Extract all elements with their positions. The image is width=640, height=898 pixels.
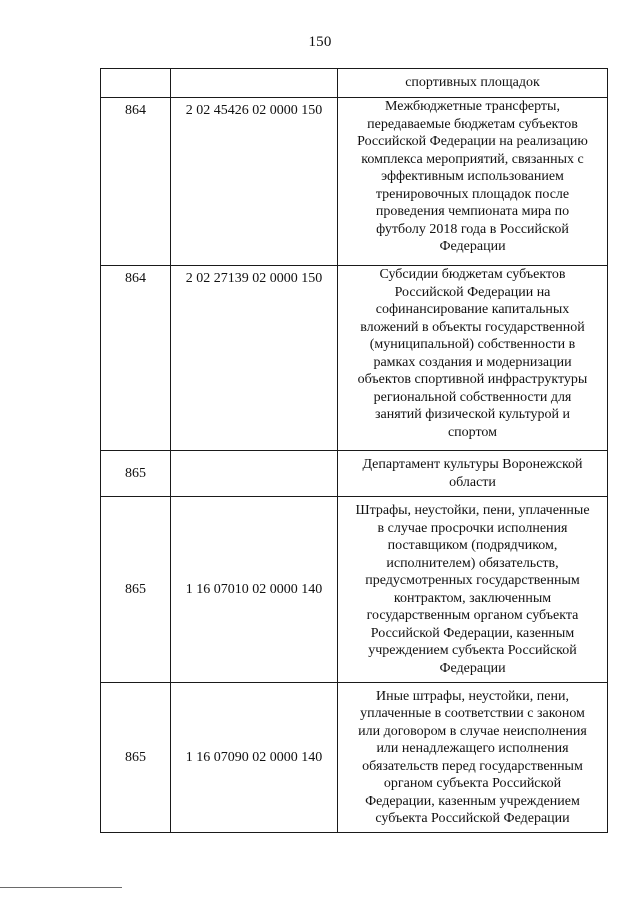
revenue-code-cell bbox=[171, 69, 338, 98]
admin-code-cell: 865 bbox=[101, 451, 171, 497]
table-row bbox=[101, 497, 608, 683]
admin-code-cell: 865 bbox=[101, 497, 171, 683]
description-line: или договором в случае неисполнения bbox=[358, 723, 587, 739]
description-line: Федерации, казенным учреждением bbox=[365, 793, 580, 809]
description-line: объектов спортивной инфраструктуры bbox=[357, 372, 588, 387]
description-line: учреждением субъекта Российской bbox=[368, 643, 577, 658]
admin-code-cell: 864 bbox=[101, 98, 171, 266]
revenue-codes-table bbox=[100, 68, 608, 833]
description-line: передаваемые бюджетам субъектов bbox=[367, 116, 578, 132]
description-line: занятий физической культурой и bbox=[374, 407, 570, 422]
description-line: субъекта Российской Федерации bbox=[375, 811, 570, 826]
revenue-code-cell: 1 16 07010 02 0000 140 bbox=[171, 497, 338, 683]
description-line: в случае просрочки исполнения bbox=[377, 520, 568, 536]
description-line: уплаченные в соответствии с законом bbox=[360, 706, 585, 721]
table-row bbox=[101, 683, 608, 833]
description-line: эффективным использованием bbox=[381, 169, 564, 184]
description-line: Штрафы, неустойки, пени, уплаченные bbox=[355, 503, 590, 518]
description-line: обязательств перед государственным bbox=[362, 758, 583, 774]
table-row bbox=[101, 266, 608, 451]
description-line: исполнителем) обязательств, bbox=[386, 555, 559, 571]
description-cell bbox=[338, 98, 608, 266]
revenue-code-cell bbox=[171, 451, 338, 497]
footnote-separator bbox=[0, 887, 122, 888]
description-line: вложений в объекты государственной bbox=[360, 319, 585, 335]
description-line: Российской Федерации на реализацию bbox=[357, 134, 588, 149]
description-line: Межбюджетные трансферты, bbox=[385, 99, 560, 114]
description-line: органом субъекта Российской bbox=[383, 776, 562, 791]
description-line: (муниципальной) собственности в bbox=[369, 337, 576, 352]
description-line: Российской Федерации, казенным bbox=[370, 625, 575, 641]
description-line: проведения чемпионата мира по bbox=[375, 204, 570, 219]
revenue-code-cell: 1 16 07090 02 0000 140 bbox=[171, 683, 338, 833]
description-line: комплекса мероприятий, связанных с bbox=[361, 151, 584, 167]
table-row bbox=[101, 98, 608, 266]
description-line: Департамент культуры Воронежской bbox=[362, 457, 583, 472]
admin-code-cell: 864 bbox=[101, 266, 171, 451]
description-line: контрактом, заключенным bbox=[393, 590, 552, 606]
description-line: спортивных площадок bbox=[405, 75, 540, 91]
revenue-code-cell: 2 02 27139 02 0000 150 bbox=[171, 266, 338, 451]
description-line: спортом bbox=[447, 424, 498, 440]
table-row bbox=[101, 451, 608, 497]
description-line: Федерации bbox=[439, 239, 506, 254]
description-line: рамках создания и модернизации bbox=[373, 354, 572, 370]
admin-code-cell bbox=[101, 69, 171, 98]
description-line: футболу 2018 года в Российской bbox=[376, 221, 569, 237]
description-cell bbox=[338, 497, 608, 683]
description-line: или ненадлежащего исполнения bbox=[376, 741, 569, 756]
description-line: предусмотренных государственным bbox=[365, 573, 580, 588]
description-cell bbox=[338, 69, 608, 98]
admin-code-cell: 865 bbox=[101, 683, 171, 833]
description-line: Субсидии бюджетам субъектов bbox=[379, 267, 566, 282]
description-line: региональной собственности для bbox=[373, 389, 572, 405]
description-line: Федерации bbox=[439, 660, 506, 676]
description-line: государственным органом субъекта bbox=[366, 608, 579, 623]
description-cell bbox=[338, 451, 608, 497]
revenue-code-cell: 2 02 45426 02 0000 150 bbox=[171, 98, 338, 266]
description-cell bbox=[338, 266, 608, 451]
description-line: Российской Федерации на bbox=[394, 284, 551, 300]
description-line: софинансирование капитальных bbox=[375, 302, 570, 317]
description-cell bbox=[338, 683, 608, 833]
description-line: Иные штрафы, неустойки, пени, bbox=[376, 688, 569, 704]
description-line: области bbox=[449, 474, 496, 490]
table-row bbox=[101, 69, 608, 98]
description-line: тренировочных площадок после bbox=[375, 186, 570, 202]
description-line: поставщиком (подрядчиком, bbox=[387, 538, 558, 553]
page-number: 150 bbox=[308, 34, 332, 50]
